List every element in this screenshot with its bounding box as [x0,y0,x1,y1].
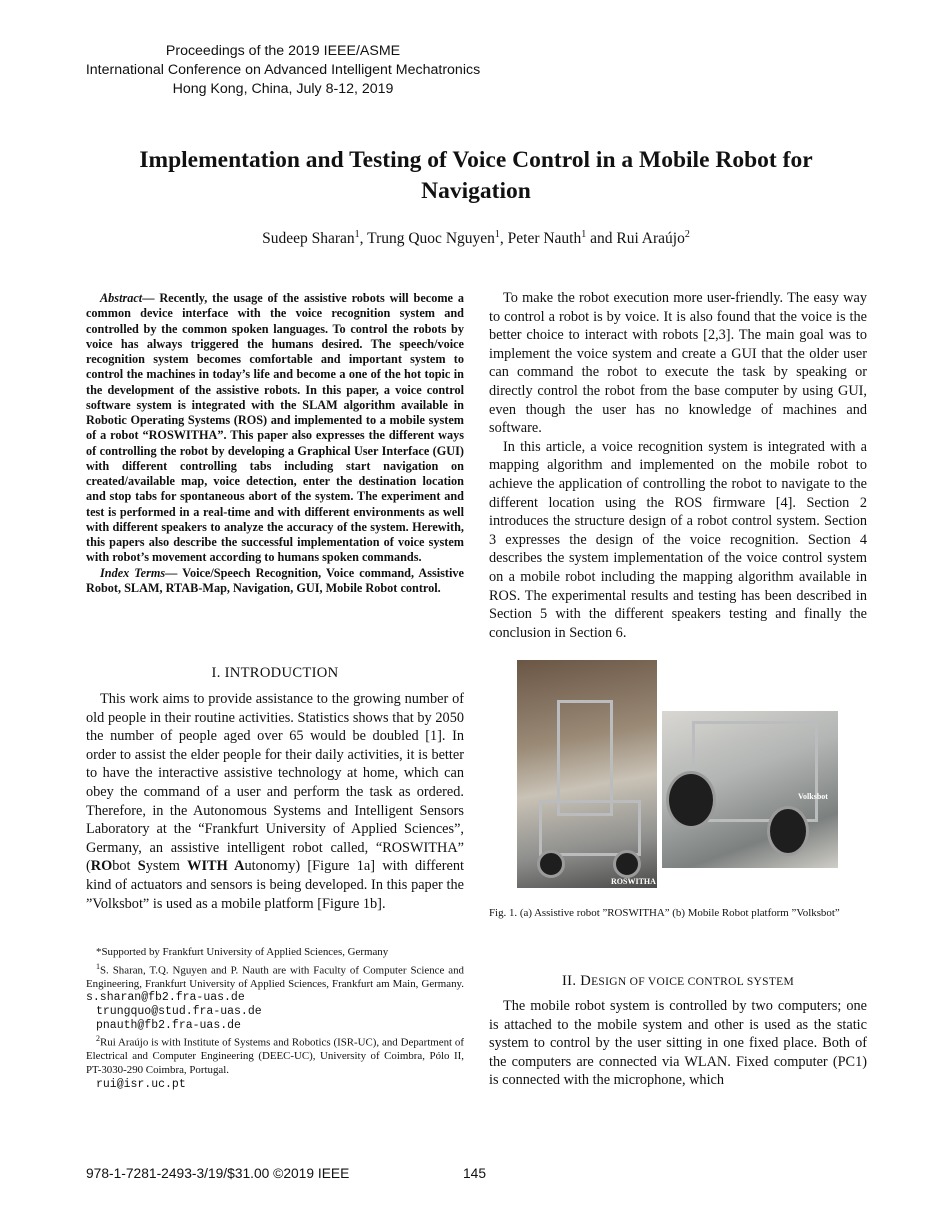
author-list: Sudeep Sharan$^1$, Trung Quoc Nguyen$^1$, Peter Nauth$^1$ and Rui Araújo$^2$ [262,229,690,248]
introduction-body: This work aims to provide assistance to the growing number of old people in their routine activities. Statistics shows that by 2050 the number of people aged over 65 would be doubled [1]. In order to assist the elder people for their daily activities, it is better to have the interactive assistive technology at home, which can obey the command of a user and perform the task as ordered. Therefore, in the Autonomous Systems and Intelligent Sensors Laboratory at the “Frankfurt University of Applied Sciences”, Germany, an assistive intelligent robot called, “ROSWITHA” (RObot System WITH Autonomy) [Figure 1a] with different kind of actuators and sensors is being developed. In this paper the ”Volksbot” is used as a mobile platform [Figure 1b]. [86,691,464,912]
author-name: Trung Quoc Nguyen [367,230,495,248]
figure-1 [517,660,869,890]
proceedings-line: Hong Kong, China, July 8-12, 2019 [172,81,394,97]
section-heading-design: II. DESIGN OF VOICE CONTROL SYSTEM [562,973,794,989]
roswitha-photo [517,660,657,888]
index-terms-text: — Voice/Speech Recognition, Voice command, Assistive Robot, SLAM, RTAB-Map, Navigation, GUI, Mobile Robot control. [86,565,464,595]
figure-caption: Fig. 1. (a) Assistive robot ”ROSWITHA” (b) Mobile Robot platform ”Volksbot” [489,907,840,919]
page-number: 145 [463,1166,487,1181]
footnotes [86,946,464,1091]
abstract-label: Abstract [100,291,143,305]
section-heading-introduction: I. INTRODUCTION [211,665,339,681]
proceedings-line: International Conference on Advanced Intelligent Mechatronics [85,62,481,78]
email-link[interactable]: s.sharan@fb2.fra-uas.de [86,991,245,1005]
abstract-text: — Recently, the usage of the assistive robots will become a common device interface with the voice recognition system and controlled by the common spoken languages. To control the robots by voice has always triggered the humans desired. The speech/voice recognition system becomes comfortable and important system to control the machines in today’s life and become a one of the hot topic in the development of the assistive robots. In this paper, a voice control software system is integrated with the SLAM algorithm available in Robotic Operating Systems (ROS) and implemented to a mobile system of a robot “ROSWITHA”. This paper also expresses the different ways of controlling the robot by developing a Graphical User Interface (GUI) with different controlling tabs including start navigation on created/available map, voice detection, enter the destination location and stop tabs for spontaneous abort of the system. The experiment and test is performed in a real-time and with different environments as well with different speakers to analyze the accuracy of the system. Herewith, this papers also describe the successful implementation of voice system with robot’s movement according to humans spoken commands. [86,291,464,565]
volksbot-photo [662,711,838,868]
photo-label: ROSWITHA [611,877,656,886]
footnote: *Supported by Frankfurt University of Applied Sciences, Germany [96,946,389,958]
paragraph: To make the robot execution more user-friendly. The easy way to control a robot is by voice. It is also found that the voice is the better choice to interact with robots [2,3]. The main goal was to implement the voice system and create a GUI that the older user can command the robot to execute the task by speaking or directly control the robot from the base computer by using GUI, even though the user has no knowledge of machines and software. [489,290,867,437]
footnote: $^2$Rui Araújo is with Institute of Systems and Robotics (ISR-UC), and Department of Electrical and Computer Engineering (DEEC-UC), University of Coimbra, Pólo II, PT-3030-290 Coimbra, Portugal. [86,1034,464,1076]
paper-title: Implementation and Testing of Voice Control in a Mobile Robot for Navigation [139,147,813,204]
paragraph: In this article, a voice recognition system is integrated with a mapping algorithm and implemented on the mobile robot to achieve the application of controlling the robot to navigate to the different location using the ROS firmware [4]. Section 2 introduces the structure design of a robot control system. Section 3 expresses the design of the voice recognition. Section 4 describes the system implementation of the voice control system on a mobile robot including the mapping algorithm available in ROS. The experimental results and testing has been described in Section 5 with the different speakers testing and finally the conclusion in Section 6. [489,438,867,641]
email-link[interactable]: rui@isr.uc.pt [96,1077,186,1091]
section2-body [489,997,867,1090]
photo-label: Volksbot [798,792,828,801]
right-column-body [489,289,867,642]
proceedings-line: Proceedings of the 2019 IEEE/ASME [165,43,401,59]
footer-isbn: 978-1-7281-2493-3/19/$31.00 ©2019 IEEE [86,1166,350,1181]
abstract [86,291,464,596]
paragraph: The mobile robot system is controlled by two computers; one is attached to the mobile system and other is used as the static system to control by the user sitting in one fixed place. Both of the computers are connected via WLAN. Fixed computer (PC1) is connected with the microphone, which [489,998,867,1089]
author-name: Sudeep Sharan [262,230,355,248]
proceedings-header [0,42,566,99]
index-terms-label: Index Terms [100,565,166,580]
author-name: Peter Nauth [507,230,582,248]
author-name: Rui Araújo [616,230,685,248]
footnote: $^1$S. Sharan, T.Q. Nguyen and P. Nauth are with Faculty of Computer Science and Engineering, Frankfurt University of Applied Sciences, Frankfurt am Main, Germany. s.sharan@fb2.fra-uas.de [86,961,464,1005]
email-link[interactable]: trungquo@stud.fra-uas.de [96,1005,262,1018]
email-link[interactable]: pnauth@fb2.fra-uas.de [96,1018,241,1032]
